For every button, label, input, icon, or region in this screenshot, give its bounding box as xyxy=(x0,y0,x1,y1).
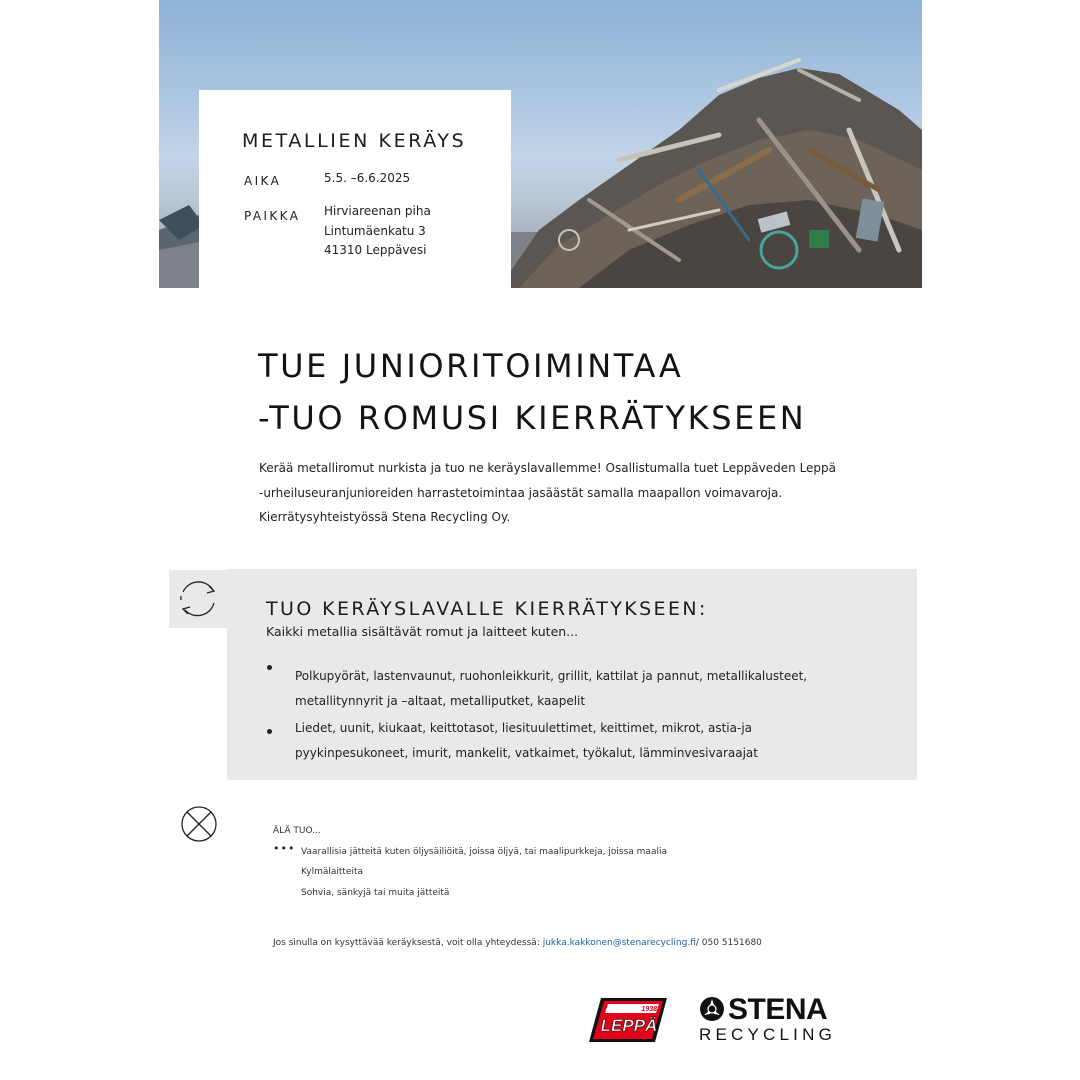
bullet-dot xyxy=(267,729,272,734)
stena-emblem-icon xyxy=(699,996,725,1022)
dont-bring-item: Vaarallisia jätteitä kuten öljysäiliöitä, joissa öljyä, tai maalipurkkeja, joissa maalia xyxy=(301,847,667,857)
intro-line: Kierrätysyhteistyössä Stena Recycling Oy. xyxy=(259,510,511,524)
bring-item-line: metallitynnyrit ja –altaat, metalliputket, kaapelit xyxy=(295,694,586,708)
bring-item-line: pyykinpesukoneet, imurit, mankelit, vatkaimet, työkalut, lämminvesivaraajat xyxy=(295,746,758,760)
leppa-logo-graphic xyxy=(589,996,669,1044)
bring-item-line: Liedet, uunit, kiukaat, keittotasot, liesituulettimet, keittimet, mikrot, astia-ja xyxy=(295,721,753,735)
time-value: 5.5. –6.6.2025 xyxy=(324,171,411,185)
stena-sub: RECYCLING xyxy=(699,1025,836,1044)
intro-paragraph xyxy=(259,456,859,530)
intro-line: Kerää metalliromut nurkista ja tuo ne keräyslavallemme! Osallistumalla tuet Leppäveden Leppä xyxy=(259,461,837,475)
event-title: METALLIEN KERÄYS xyxy=(242,130,467,152)
place-line: 41310 Leppävesi xyxy=(324,243,427,257)
headline-line-1: TUE JUNIORITOIMINTAA xyxy=(258,347,684,385)
bring-item-2 xyxy=(295,716,855,766)
time-label: AIKA xyxy=(244,174,282,188)
bring-item-1 xyxy=(295,664,855,714)
place-label: PAIKKA xyxy=(244,209,301,223)
dont-bring-bullets: ••• xyxy=(273,842,296,855)
contact-email-link[interactable]: jukka.kakkonen@stenarecycling.fi xyxy=(542,938,696,948)
place-line: Lintumäenkatu 3 xyxy=(324,223,426,238)
place-line: Hirviareenan piha xyxy=(324,204,431,218)
event-info-card xyxy=(199,90,511,288)
leppa-year: 1938 xyxy=(641,1006,657,1013)
leppa-logo xyxy=(589,996,669,1048)
dont-bring-item: Kylmälaitteita xyxy=(301,867,364,877)
contact-text: Jos sinulla on kysyttävää keräyksestä, voit olla yhteydessä: xyxy=(273,938,543,948)
prohibited-icon-wrap xyxy=(180,806,218,848)
intro-line: -urheiluseuranjunioreiden harrastetoimintaa jasäästät samalla maapallon voimavaroja. xyxy=(259,485,783,500)
leppa-word: LEPPÄ xyxy=(600,1016,658,1035)
recycle-icon-box xyxy=(169,570,227,628)
bring-subtitle: Kaikki metallia sisältävät romut ja laitteet kuten... xyxy=(266,624,579,639)
stena-word: STENA xyxy=(728,993,828,1026)
stena-recycling-logo xyxy=(699,993,836,1044)
contact-line xyxy=(273,938,762,948)
dont-bring-title: ÄLÄ TUO... xyxy=(273,826,321,836)
bring-item-line: Polkupyörät, lastenvaunut, ruohonleikkurit, grillit, kattilat ja pannut, metallikalusteet, xyxy=(295,669,808,683)
bring-title: TUO KERÄYSLAVALLE KIERRÄTYKSEEN: xyxy=(266,598,708,620)
prohibited-icon xyxy=(180,806,218,844)
bullet-dot xyxy=(267,665,272,670)
main-headline xyxy=(258,340,806,444)
recycle-icon xyxy=(169,570,227,628)
bring-items-panel xyxy=(227,569,917,780)
contact-phone: / 050 5151680 xyxy=(695,938,762,948)
headline-line-2: -TUO ROMUSI KIERRÄTYKSEEN xyxy=(258,399,807,437)
place-value xyxy=(324,202,431,261)
dont-bring-item: Sohvia, sänkyjä tai muita jätteitä xyxy=(301,888,450,898)
